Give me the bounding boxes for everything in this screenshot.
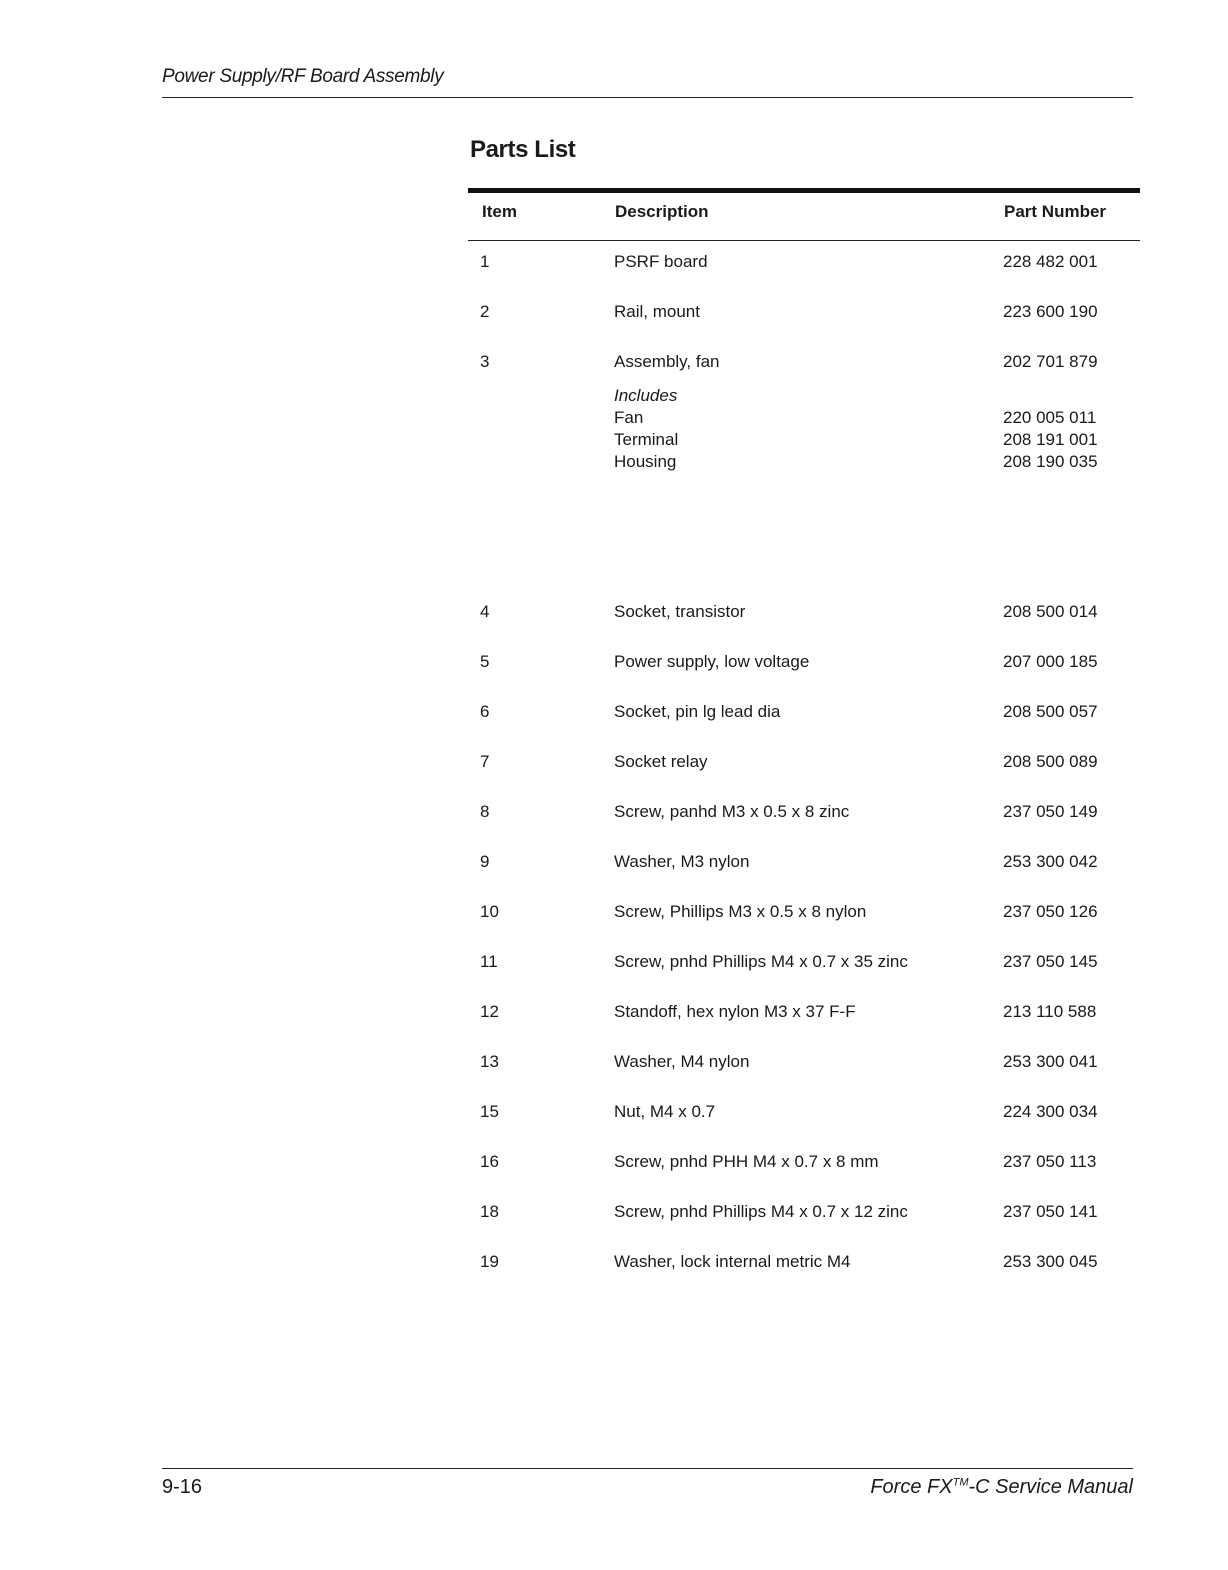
table-row xyxy=(468,1151,1140,1201)
item-description: Rail, mount xyxy=(614,302,700,321)
part-number: 202 701 879 xyxy=(1003,352,1098,371)
table-header-rule xyxy=(468,240,1140,241)
part-number: 213 110 588 xyxy=(1003,1002,1097,1021)
table-header xyxy=(468,202,1140,226)
table-row xyxy=(468,1251,1140,1301)
table-row xyxy=(468,801,1140,851)
item-description: Washer, lock internal metric M4 xyxy=(614,1252,851,1271)
item-description: Washer, M4 nylon xyxy=(614,1052,750,1071)
table-row xyxy=(468,701,1140,751)
item-number: 12 xyxy=(480,1002,499,1021)
item-description: Screw, pnhd PHH M4 x 0.7 x 8 mm xyxy=(614,1152,879,1171)
sub-part-number: 220 005 011 xyxy=(1003,408,1097,427)
part-number: 253 300 045 xyxy=(1003,1252,1098,1271)
item-description: Screw, pnhd Phillips M4 x 0.7 x 35 zinc xyxy=(614,952,908,971)
item-number: 10 xyxy=(480,902,499,921)
manual-title-prefix: Force FX xyxy=(870,1476,953,1498)
part-number: 253 300 042 xyxy=(1003,852,1098,871)
item-description: Socket, pin lg lead dia xyxy=(614,702,781,721)
item-number: 7 xyxy=(480,752,490,771)
table-row xyxy=(468,1001,1140,1051)
item-description: Assembly, fan xyxy=(614,352,720,371)
column-header-item: Item xyxy=(482,202,517,221)
item-number: 9 xyxy=(480,852,490,871)
sub-part-number: 208 191 001 xyxy=(1003,430,1098,449)
item-number: 19 xyxy=(480,1252,499,1271)
table-row xyxy=(468,851,1140,901)
table-row xyxy=(468,1201,1140,1251)
item-number: 11 xyxy=(480,952,498,971)
trademark-mark: TM xyxy=(952,1476,969,1489)
item-description: Socket, transistor xyxy=(614,602,746,621)
table-row xyxy=(468,751,1140,801)
part-number: 208 500 014 xyxy=(1003,602,1098,621)
part-number: 237 050 149 xyxy=(1003,802,1098,821)
part-number: 223 600 190 xyxy=(1003,302,1098,321)
part-number: 207 000 185 xyxy=(1003,652,1098,671)
item-description: PSRF board xyxy=(614,252,708,271)
sub-part-description: Terminal xyxy=(614,430,679,449)
table-row xyxy=(468,601,1140,651)
part-number: 208 500 057 xyxy=(1003,702,1098,721)
part-number: 208 500 089 xyxy=(1003,752,1098,771)
item-number: 5 xyxy=(480,652,490,671)
item-number: 13 xyxy=(480,1052,499,1071)
item-number: 6 xyxy=(480,702,490,721)
section-title: Parts List xyxy=(470,136,576,163)
table-row xyxy=(468,951,1140,1001)
part-number: 237 050 126 xyxy=(1003,902,1098,921)
table-row xyxy=(468,1101,1140,1151)
parts-table-body xyxy=(468,251,1140,1301)
item-description: Washer, M3 nylon xyxy=(614,852,750,871)
table-row xyxy=(468,301,1140,351)
item-description: Standoff, hex nylon M3 x 37 F-F xyxy=(614,1002,856,1021)
item-number: 2 xyxy=(480,302,490,321)
item-description: Socket relay xyxy=(614,752,708,771)
item-description: Screw, Phillips M3 x 0.5 x 8 nylon xyxy=(614,902,867,921)
item-description: Screw, pnhd Phillips M4 x 0.7 x 12 zinc xyxy=(614,1202,908,1221)
footer-rule xyxy=(162,1468,1133,1469)
part-number: 237 050 113 xyxy=(1003,1152,1097,1171)
header-rule xyxy=(162,97,1133,98)
table-row xyxy=(468,901,1140,951)
item-number: 1 xyxy=(480,252,490,271)
running-head: Power Supply/RF Board Assembly xyxy=(162,66,444,87)
sub-part-description: Fan xyxy=(614,408,644,427)
item-number: 15 xyxy=(480,1102,499,1121)
page-number: 9-16 xyxy=(162,1476,203,1498)
item-number: 4 xyxy=(480,602,490,621)
table-row xyxy=(468,251,1140,301)
table-row xyxy=(468,651,1140,701)
part-number: 228 482 001 xyxy=(1003,252,1098,271)
table-row xyxy=(468,351,1140,601)
sub-part-number: 208 190 035 xyxy=(1003,452,1098,471)
part-number: 237 050 141 xyxy=(1003,1202,1098,1221)
item-number: 16 xyxy=(480,1152,499,1171)
part-number: 253 300 041 xyxy=(1003,1052,1098,1071)
item-number: 8 xyxy=(480,802,490,821)
manual-title-suffix: -C Service Manual xyxy=(968,1476,1133,1498)
sub-part-description: Housing xyxy=(614,452,677,471)
column-header-part-number: Part Number xyxy=(1004,202,1107,221)
table-row xyxy=(468,1051,1140,1101)
table-top-rule xyxy=(468,188,1140,193)
column-header-description: Description xyxy=(615,202,709,221)
item-description: Power supply, low voltage xyxy=(614,652,810,671)
includes-label: Includes xyxy=(614,386,678,405)
manual-title xyxy=(870,1476,1133,1499)
part-number: 237 050 145 xyxy=(1003,952,1098,971)
item-description: Screw, panhd M3 x 0.5 x 8 zinc xyxy=(614,802,850,821)
item-description: Nut, M4 x 0.7 xyxy=(614,1102,716,1121)
item-number: 18 xyxy=(480,1202,499,1221)
item-number: 3 xyxy=(480,352,490,371)
part-number: 224 300 034 xyxy=(1003,1102,1098,1121)
